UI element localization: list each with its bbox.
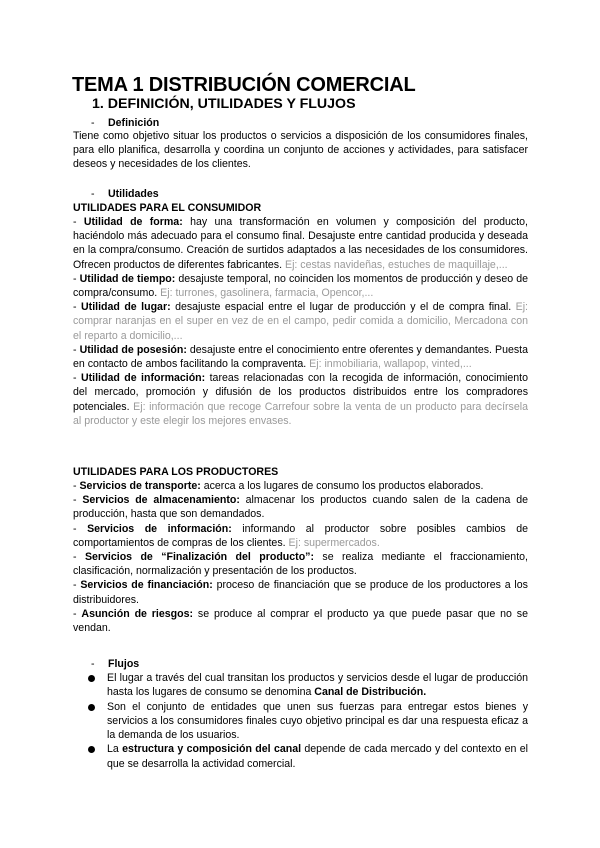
item-text: desajuste entre el conocimiento entre oferentes y demandantes. Puesta en contacto de ambos facilitando la compraventa. bbox=[73, 343, 528, 371]
item-label: Servicios de almacenamiento: bbox=[82, 494, 240, 507]
item-example: Ej: información que recoge Carrefour sobre la venta de un producto para decírsela al productor y este elegir los mejores envases. bbox=[73, 400, 528, 427]
bullet-text: El lugar a través del cual transitan los productos y servicios desde el lugar de producción hasta los lugares de consumo se denomina bbox=[107, 672, 528, 699]
list-item bbox=[88, 671, 528, 700]
flujos-heading bbox=[91, 657, 139, 671]
list-item: - Servicios de “Finalización del producto”: se realiza mediante el fraccionamiento, clasificación, normalización y presentación de los productos. bbox=[73, 551, 528, 578]
item-text: hay una transformación en volumen y composición del producto, haciéndolo más adecuado para el consumo final. Desajuste entre cantidad producida y deseada en la compra/consumo. Creación de surtidos adaptados a las necesidades de los consumidores. Ofrecen productos de diferentes fabricantes. bbox=[73, 216, 528, 271]
list-item: - Servicios de almacenamiento: almacenar los productos cuando salen de la cadena de producción, hasta que son demandados. bbox=[73, 494, 528, 521]
utilidades-heading bbox=[91, 187, 159, 201]
bullet-text: La bbox=[107, 743, 123, 756]
item-example: Ej: supermercados. bbox=[285, 536, 380, 549]
list-item bbox=[88, 742, 528, 771]
list-item: - Servicios de financiación: proceso de financiación que se produce de los productores a los distribuidores. bbox=[73, 579, 528, 606]
bullet-bold: Canal de Distribución. bbox=[314, 686, 427, 699]
utilidades-heading-label: Utilidades bbox=[108, 188, 159, 200]
item-label: Servicios de financiación: bbox=[80, 579, 213, 592]
list-item: - Asunción de riesgos: se produce al comprar el producto ya que puede pasar que no se vendan. bbox=[73, 607, 528, 635]
item-example: Ej: inmobiliaria, wallapop, vinted,... bbox=[306, 358, 472, 371]
item-example: Ej: cestas navideñas, estuches de maquillaje,... bbox=[282, 258, 508, 271]
item-label: Asunción de riesgos: bbox=[81, 607, 194, 620]
bullet-text-end: depende de cada mercado y del contexto en el que se desarrolla la actividad comercial. bbox=[107, 743, 528, 770]
item-label: Utilidad de lugar: bbox=[81, 301, 171, 314]
item-label: Servicios de información: bbox=[87, 522, 232, 535]
document-title: TEMA 1 DISTRIBUCIÓN COMERCIAL bbox=[72, 74, 416, 96]
item-text: tareas relacionadas con la recogida de información, conocimiento del mercado, promoción y difusión de los productos distribuidos entre los compradores potenciales. bbox=[73, 372, 528, 413]
list-item: - Utilidad de forma: hay una transformación en volumen y composición del producto, haciéndolo más adecuado para el consumo final. Desajuste entre cantidad producida y deseada en la compra/consumo. Creación de surtidos adaptados a las necesidades de los consumidores. Ofrecen productos de diferentes fabricantes. Ej: cestas navideñas, estuches de maquillaje,... bbox=[73, 216, 528, 271]
item-text: informando al productor sobre posibles cambios de comportamientos de compras de los clientes. bbox=[73, 522, 529, 549]
dash-marker: - bbox=[91, 188, 95, 200]
productores-caption: UTILIDADES PARA LOS PRODUCTORES bbox=[73, 466, 279, 478]
item-text: acerca a los lugares de consumo los productos elaborados. bbox=[200, 480, 484, 492]
bullet-text: Son el conjunto de entidades que unen sus fuerzas para entregar estos bienes y servicios a los consumidores finales cuyo objetivo principal es dar una respuesta eficaz a la demanda de los usuarios. bbox=[107, 700, 528, 742]
list-item: - Utilidad de posesión: desajuste entre el conocimiento entre oferentes y demandantes. Puesta en contacto de ambos facilitando la compraventa. Ej: inmobiliaria, wallapop, vinted,... bbox=[73, 343, 528, 371]
item-text: desajuste espacial entre el lugar de producción y el de compra final. bbox=[170, 301, 512, 314]
item-example: Ej: turrones, gasolinera, farmacia, Opencor,... bbox=[157, 287, 374, 300]
item-text: proceso de financiación que se produce de los productores a los distribuidores. bbox=[73, 579, 528, 606]
item-label: Utilidad de posesión: bbox=[79, 343, 187, 356]
item-text: se realiza mediante el fraccionamiento, clasificación, normalización y presentación de los productos. bbox=[73, 551, 528, 578]
item-label: Servicios de transporte: bbox=[79, 480, 201, 492]
definicion-heading bbox=[91, 116, 159, 130]
dash-marker: - bbox=[91, 658, 95, 670]
flujos-heading-label: Flujos bbox=[108, 658, 140, 670]
item-text: desajuste temporal, no coinciden los momentos de producción y deseo de compra/consumo. bbox=[73, 272, 528, 300]
list-item bbox=[88, 700, 528, 743]
list-item: - Servicios de transporte: acerca a los lugares de consumo los productos elaborados. bbox=[73, 480, 484, 492]
item-label: Utilidad de tiempo: bbox=[79, 272, 176, 285]
item-text: se produce al comprar el producto ya que puede pasar que no se vendan. bbox=[73, 607, 528, 635]
item-label: Servicios de “Finalización del producto”: bbox=[84, 551, 314, 564]
bullet-bold: estructura y composición del canal bbox=[122, 743, 302, 756]
definicion-heading-label: Definición bbox=[108, 117, 160, 129]
list-item: - Utilidad de información: tareas relacionadas con la recogida de información, conocimiento del mercado, promoción y difusión de los productos distribuidos entre los compradores potenciales. Ej: información que recoge Carrefour sobre la venta de un producto para decírsela al productor y este elegir los mejores envases. bbox=[73, 372, 528, 427]
item-label: Utilidad de información: bbox=[80, 372, 206, 385]
item-label: Utilidad de forma: bbox=[83, 216, 183, 228]
item-example: Ej: comprar naranjas en el super en vez de en el campo, pedir comida a domicilio, Mercadona con el reparto a domicilio,... bbox=[73, 301, 528, 342]
section-heading: 1. DEFINICIÓN, UTILIDADES Y FLUJOS bbox=[92, 96, 356, 112]
list-item: - Servicios de información: informando al productor sobre posibles cambios de comportamientos de compras de los clientes. Ej: supermercados. bbox=[73, 522, 529, 549]
dash-marker: - bbox=[91, 117, 95, 129]
bullet-dot-icon bbox=[88, 675, 95, 682]
flujos-list bbox=[88, 671, 528, 771]
list-item: - Utilidad de lugar: desajuste espacial entre el lugar de producción y el de compra final. Ej: comprar naranjas en el super en vez de en el campo, pedir comida a domicilio, Mercadona con el reparto a domicilio,... bbox=[73, 301, 528, 342]
productores-list bbox=[73, 479, 528, 635]
bullet-dot-icon bbox=[88, 704, 95, 711]
list-item: - Utilidad de tiempo: desajuste temporal, no coinciden los momentos de producción y deseo de compra/consumo. Ej: turrones, gasolinera, farmacia, Opencor,... bbox=[73, 272, 528, 300]
definicion-paragraph: Tiene como objetivo situar los productos o servicios a disposición de los consumidores finales, para ello planifica, desarrolla y coordina un conjunto de acciones y actividades, para satisfacer deseos y necesidades de los clientes. bbox=[73, 130, 528, 171]
item-text: almacenar los productos cuando salen de la cadena de producción, hasta que son demandados. bbox=[73, 494, 528, 521]
consumidor-list bbox=[73, 215, 528, 428]
consumidor-caption: UTILIDADES PARA EL CONSUMIDOR bbox=[73, 202, 262, 214]
bullet-dot-icon bbox=[88, 746, 95, 753]
